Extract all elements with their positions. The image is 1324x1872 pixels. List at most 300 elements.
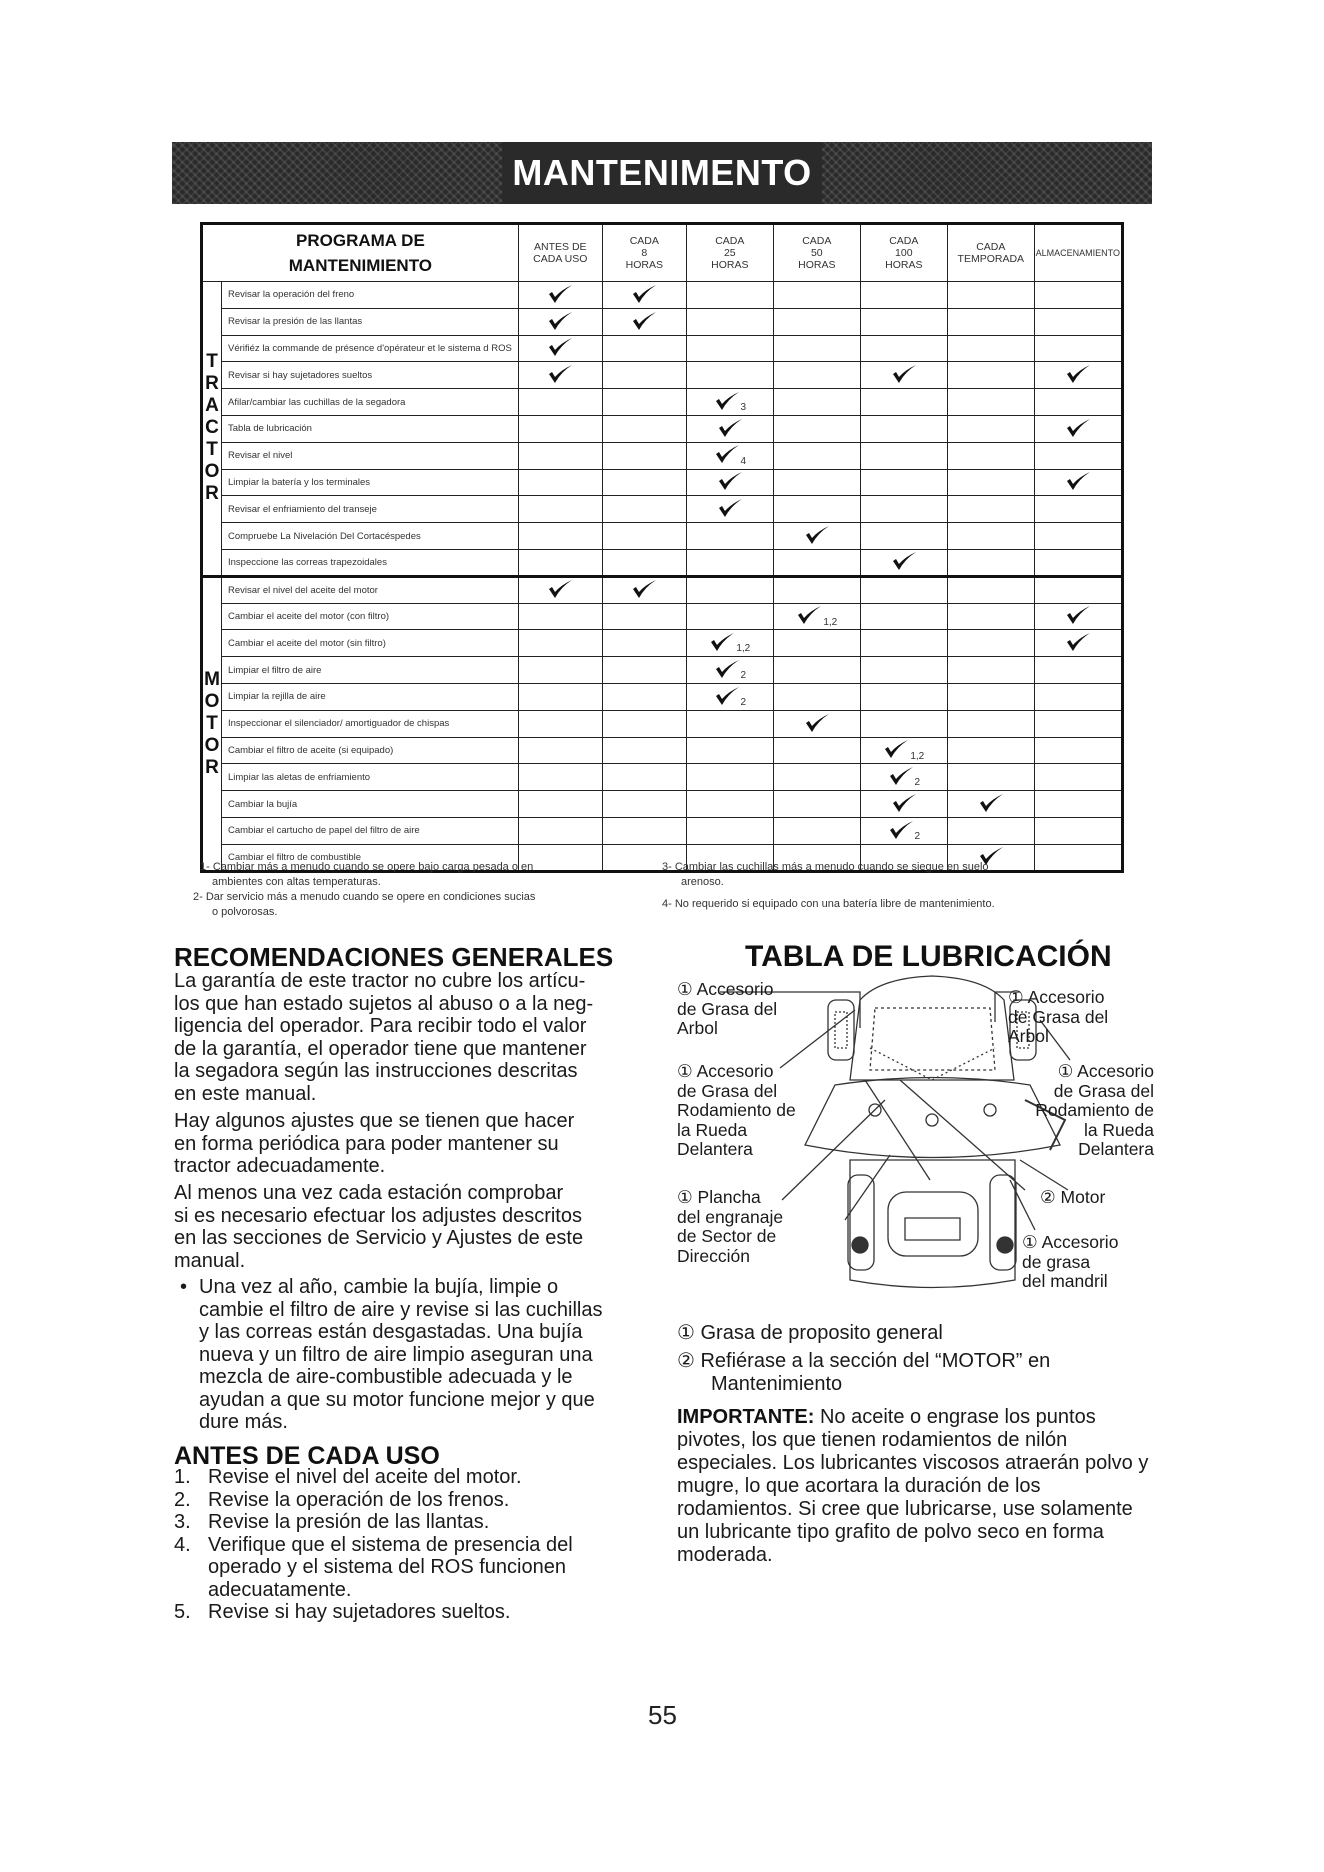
footnote-reference: 4 — [740, 455, 747, 467]
general-paragraph-2: Hay algunos ajustes que se tienen que hacer en forma periódica para poder mantener su tractor adecuadamente. — [174, 1110, 575, 1177]
schedule-cell — [1034, 764, 1122, 791]
rear-right-wheel — [990, 1175, 1016, 1270]
task-label: Revisar el enfriamiento del transeje — [222, 496, 519, 523]
task-label: Afilar/cambiar las cuchillas de la segadora — [222, 389, 519, 416]
column-header: CADA TEMPORADA — [947, 224, 1034, 282]
schedule-cell — [518, 576, 602, 603]
task-label: Cambiar el aceite del motor (sin filtro) — [222, 630, 519, 657]
schedule-cell — [860, 549, 947, 576]
schedule-cell — [1034, 683, 1122, 710]
schedule-cell — [518, 308, 602, 335]
task-label: Cambiar el aceite del motor (con filtro) — [222, 603, 519, 630]
schedule-cell — [773, 657, 860, 684]
check-mark-icon — [804, 713, 830, 735]
schedule-cell — [773, 549, 860, 576]
list-number: 5. — [174, 1601, 191, 1623]
check-mark-icon — [1065, 364, 1091, 386]
schedule-cell — [686, 603, 773, 630]
schedule-row — [202, 603, 1123, 630]
schedule-cell — [773, 362, 860, 389]
schedule-cell — [518, 630, 602, 657]
check-mark-icon — [709, 632, 735, 654]
schedule-cell — [947, 603, 1034, 630]
callout-motor: ② Motor — [1040, 1187, 1106, 1207]
check-mark-icon — [547, 311, 573, 333]
check-mark-icon — [547, 337, 573, 359]
schedule-cell — [947, 282, 1034, 309]
leader-line — [865, 1080, 930, 1180]
schedule-cell — [1034, 308, 1122, 335]
schedule-cell — [686, 630, 773, 657]
rear-left-wheel — [848, 1175, 874, 1270]
schedule-cell — [602, 282, 686, 309]
footnote-reference: 1,2 — [823, 616, 838, 628]
before-use-heading: ANTES DE CADA USO — [174, 1442, 440, 1470]
legend-motor: ② Refiérase a la sección del “MOTOR” en Mantenimiento — [677, 1350, 1051, 1395]
schedule-cell — [1034, 576, 1122, 603]
check-mark-icon — [1065, 605, 1091, 627]
callout-steering: ① Plancha del engranaje de Sector de Dirección — [677, 1187, 784, 1266]
schedule-cell — [773, 791, 860, 818]
schedule-row — [202, 630, 1123, 657]
schedule-cell — [1034, 657, 1122, 684]
task-label: Cambiar el filtro de combustible — [222, 844, 519, 871]
section-label-letter: O — [204, 734, 220, 756]
task-label: Revisar el nivel del aceite del motor — [222, 576, 519, 603]
schedule-cell — [860, 683, 947, 710]
schedule-cell — [518, 657, 602, 684]
schedule-cell — [1034, 389, 1122, 416]
schedule-row — [202, 710, 1123, 737]
section-label-tractor — [202, 282, 222, 577]
schedule-cell — [518, 710, 602, 737]
schedule-cell — [773, 308, 860, 335]
schedule-cell — [518, 362, 602, 389]
check-mark-icon — [891, 793, 917, 815]
schedule-cell — [947, 308, 1034, 335]
list-number: 3. — [174, 1511, 191, 1533]
lubrication-title: TABLA DE LUBRICACIÓN — [745, 940, 1112, 973]
schedule-body — [202, 282, 1123, 872]
deck-spindle — [926, 1114, 938, 1126]
schedule-cell — [947, 415, 1034, 442]
schedule-cell — [518, 817, 602, 844]
hood-line — [870, 1048, 995, 1080]
footnote-2: 2- Dar servicio más a menudo cuando se opere en condiciones sucias o polvorosas. — [193, 891, 536, 918]
schedule-row — [202, 335, 1123, 362]
before-use-item — [174, 1534, 573, 1602]
schedule-cell — [1034, 523, 1122, 550]
schedule-cell — [602, 791, 686, 818]
schedule-cell — [947, 549, 1034, 576]
section-label-letter: R — [205, 483, 219, 505]
footnote-4: 4- No requerido si equipado con una batería libre de mantenimiento. — [662, 898, 995, 910]
important-text: No aceite o engrase los puntos pivotes, los que tienen rodamientos de nilón especiales. Los lubricantes viscosos atraerán polvo y mugre, lo que acortara la duración de los rodamientos. Si cree que lubricarse, use solamente un lubricante tipo grafito de polvo seco en forma moderada. — [677, 1406, 1149, 1566]
schedule-cell — [860, 657, 947, 684]
engine-detail — [905, 1218, 960, 1240]
callout-wheel-left: ① Accesorio de Grasa del Rodamiento de la Rueda Delantera — [677, 1061, 796, 1159]
schedule-cell — [602, 335, 686, 362]
schedule-cell — [1034, 469, 1122, 496]
schedule-cell — [602, 496, 686, 523]
banner-title: MANTENIMENTO — [502, 142, 821, 204]
schedule-cell — [947, 630, 1034, 657]
schedule-row — [202, 549, 1123, 576]
schedule-cell — [602, 764, 686, 791]
check-mark-icon — [1065, 418, 1091, 440]
column-header: CADA 8 HORAS — [602, 224, 686, 282]
before-use-item — [174, 1466, 522, 1489]
schedule-cell — [602, 817, 686, 844]
column-header: ALMACENAMIENTO — [1034, 224, 1122, 282]
schedule-cell — [1034, 335, 1122, 362]
schedule-title-line2: MANTENIMIENTO — [288, 256, 433, 275]
schedule-cell — [602, 683, 686, 710]
bullet-text: Una vez al año, cambie la bujía, limpie o cambie el filtro de aire y revise si las cuchillas y las correas están desgastadas. Una bujía nueva y un filtro de aire limpio aseguran una mezcla de aire-combustible adecuada y le ayudan a que su motor funcione mejor y que dure más. — [199, 1276, 603, 1433]
list-text: Verifique que el sistema de presencia del operado y el sistema del ROS funcionen adecuatamente. — [208, 1533, 573, 1601]
list-text: Revise la presión de las llantas. — [208, 1511, 490, 1533]
check-mark-icon — [547, 364, 573, 386]
schedule-cell — [773, 496, 860, 523]
schedule-cell — [602, 549, 686, 576]
schedule-cell — [686, 817, 773, 844]
check-mark-icon — [547, 579, 573, 601]
before-use-item — [174, 1489, 509, 1512]
schedule-cell — [1034, 362, 1122, 389]
schedule-cell — [947, 710, 1034, 737]
schedule-cell — [686, 335, 773, 362]
schedule-cell — [1034, 549, 1122, 576]
schedule-header-row — [202, 224, 1123, 282]
schedule-row — [202, 657, 1123, 684]
schedule-cell — [860, 791, 947, 818]
check-mark-icon — [796, 605, 822, 627]
schedule-cell — [860, 308, 947, 335]
schedule-cell — [686, 657, 773, 684]
task-label: Revisar el nivel — [222, 442, 519, 469]
callout-wheel-right: ① Accesorio de Grasa del Rodamiento de la Rueda Delantera — [1035, 1061, 1154, 1159]
schedule-cell — [602, 415, 686, 442]
footnote-reference: 1,2 — [736, 643, 751, 655]
schedule-cell — [518, 335, 602, 362]
schedule-cell — [602, 657, 686, 684]
check-mark-icon — [1065, 632, 1091, 654]
schedule-cell — [686, 576, 773, 603]
schedule-cell — [686, 308, 773, 335]
schedule-cell — [602, 630, 686, 657]
important-note — [677, 1406, 1157, 1567]
important-label: IMPORTANTE: — [677, 1406, 815, 1428]
schedule-cell — [947, 791, 1034, 818]
section-label-letter: C — [205, 417, 219, 439]
task-label: Inspeccionar el silenciador/ amortiguador de chispas — [222, 710, 519, 737]
schedule-cell — [773, 683, 860, 710]
check-mark-icon — [714, 444, 740, 466]
schedule-cell — [518, 415, 602, 442]
schedule-cell — [518, 603, 602, 630]
check-mark-icon — [891, 551, 917, 573]
task-label: Compruebe La Nivelación Del Cortacéspedes — [222, 523, 519, 550]
footnote-reference: 1,2 — [910, 750, 925, 762]
schedule-cell — [860, 389, 947, 416]
schedule-cell — [773, 603, 860, 630]
schedule-cell — [947, 657, 1034, 684]
list-text: Revise el nivel del aceite del motor. — [208, 1466, 522, 1488]
check-mark-icon — [631, 284, 657, 306]
task-label: Limpiar el filtro de aire — [222, 657, 519, 684]
schedule-cell — [686, 496, 773, 523]
list-number: 4. — [174, 1533, 191, 1556]
callout-arbol-right: ① Accesorio de Grasa del Arbol — [1008, 987, 1109, 1046]
schedule-cell — [860, 362, 947, 389]
tractor-hood — [850, 976, 1014, 1080]
schedule-cell — [686, 549, 773, 576]
task-label: Vérifiéz la commande de présence d'opérateur et le sistema d ROS — [222, 335, 519, 362]
list-text: Revise si hay sujetadores sueltos. — [208, 1601, 511, 1623]
list-text: Revise la operación de los frenos. — [208, 1488, 510, 1511]
footnote-3: 3- Cambiar las cuchillas más a menudo cuando se siegue en suelo arenoso. — [662, 861, 989, 888]
schedule-cell — [860, 282, 947, 309]
check-mark-icon — [978, 793, 1004, 815]
leader-line — [780, 1010, 855, 1068]
leader-line — [845, 1155, 890, 1220]
schedule-cell — [1034, 817, 1122, 844]
schedule-cell — [686, 737, 773, 764]
maintenance-schedule-table — [200, 222, 1124, 873]
schedule-cell — [1034, 630, 1122, 657]
schedule-cell — [602, 576, 686, 603]
schedule-row — [202, 282, 1123, 309]
general-heading: RECOMENDACIONES GENERALES — [174, 942, 614, 972]
schedule-cell — [860, 710, 947, 737]
schedule-cell — [686, 791, 773, 818]
deck-spindle — [984, 1104, 996, 1116]
schedule-cell — [602, 442, 686, 469]
schedule-cell — [602, 603, 686, 630]
check-mark-icon — [714, 391, 740, 413]
schedule-cell — [773, 523, 860, 550]
schedule-cell — [860, 469, 947, 496]
schedule-row — [202, 764, 1123, 791]
column-header: CADA 50 HORAS — [773, 224, 860, 282]
schedule-cell — [1034, 496, 1122, 523]
schedule-cell — [1034, 282, 1122, 309]
section-label-letter: M — [204, 668, 220, 690]
schedule-cell — [773, 335, 860, 362]
schedule-row — [202, 791, 1123, 818]
footnote-reference: 2 — [740, 670, 747, 682]
schedule-cell — [518, 442, 602, 469]
general-paragraph-3: Al menos una vez cada estación comprobar si es necesario efectuar los adjustes descritos en las secciones de Servicio y Ajustes de este manual. — [174, 1182, 584, 1272]
schedule-cell — [860, 817, 947, 844]
before-use-item — [174, 1511, 489, 1534]
schedule-cell — [860, 415, 947, 442]
task-label: Limpiar la rejilla de aire — [222, 683, 519, 710]
check-mark-icon — [891, 364, 917, 386]
task-label: Cambiar el filtro de aceite (si equipado) — [222, 737, 519, 764]
section-label-letter: T — [206, 351, 218, 373]
schedule-cell — [518, 764, 602, 791]
schedule-cell — [518, 791, 602, 818]
schedule-cell — [518, 469, 602, 496]
schedule-cell — [1034, 737, 1122, 764]
footnote-reference: 2 — [740, 697, 747, 709]
section-label-letter: T — [206, 712, 218, 734]
schedule-title-line1: PROGRAMA DE — [296, 231, 425, 250]
schedule-cell — [947, 576, 1034, 603]
schedule-cell — [773, 764, 860, 791]
general-paragraph-1: La garantía de este tractor no cubre los artícu- los que han estado sujetos al abuso o a la neg- ligencia del operador. Para recibir todo el valor de la garantía, el operador tiene que mantener la segadora según las instrucciones descritas en este manual. — [174, 970, 594, 1105]
schedule-cell — [602, 308, 686, 335]
schedule-row — [202, 523, 1123, 550]
schedule-cell — [602, 523, 686, 550]
check-mark-icon — [883, 739, 909, 761]
schedule-cell — [686, 764, 773, 791]
section-label-letter: A — [205, 395, 219, 417]
hood-grille — [870, 1008, 995, 1070]
front-left-wheel — [828, 1000, 854, 1060]
schedule-cell — [602, 362, 686, 389]
task-label: Cambiar el cartucho de papel del filtro de aire — [222, 817, 519, 844]
footnote-reference: 2 — [914, 831, 921, 843]
schedule-row — [202, 362, 1123, 389]
schedule-cell — [773, 442, 860, 469]
schedule-cell — [518, 549, 602, 576]
engine-block — [888, 1192, 978, 1256]
schedule-cell — [947, 737, 1034, 764]
check-mark-icon — [714, 686, 740, 708]
schedule-cell — [773, 576, 860, 603]
list-number: 1. — [174, 1466, 191, 1488]
schedule-cell — [773, 389, 860, 416]
schedule-cell — [602, 469, 686, 496]
schedule-row — [202, 469, 1123, 496]
schedule-cell — [518, 282, 602, 309]
schedule-cell — [1034, 415, 1122, 442]
schedule-cell — [518, 389, 602, 416]
grease-point — [852, 1237, 868, 1253]
schedule-title — [202, 224, 519, 282]
schedule-cell — [686, 683, 773, 710]
schedule-cell — [947, 469, 1034, 496]
schedule-row — [202, 737, 1123, 764]
schedule-cell — [773, 817, 860, 844]
schedule-cell — [860, 442, 947, 469]
schedule-cell — [518, 523, 602, 550]
schedule-cell — [686, 710, 773, 737]
schedule-row — [202, 442, 1123, 469]
column-header: ANTES DE CADA USO — [518, 224, 602, 282]
schedule-cell — [518, 683, 602, 710]
section-label-letter: R — [205, 373, 219, 395]
column-header: CADA 25 HORAS — [686, 224, 773, 282]
legend-grease: ① Grasa de proposito general — [677, 1322, 943, 1344]
page-number: 55 — [648, 1700, 677, 1730]
schedule-cell — [947, 442, 1034, 469]
schedule-cell — [860, 764, 947, 791]
schedule-cell — [947, 523, 1034, 550]
schedule-cell — [773, 710, 860, 737]
list-number: 2. — [174, 1488, 191, 1511]
task-label: Revisar si hay sujetadores sueltos — [222, 362, 519, 389]
check-mark-icon — [717, 498, 743, 520]
schedule-cell — [1034, 442, 1122, 469]
schedule-cell — [686, 442, 773, 469]
schedule-cell — [773, 282, 860, 309]
schedule-cell — [602, 737, 686, 764]
check-mark-icon — [547, 284, 573, 306]
check-mark-icon — [631, 579, 657, 601]
task-label: Inspeccione las correas trapezoidales — [222, 549, 519, 576]
section-label-letter: T — [206, 439, 218, 461]
schedule-cell — [860, 496, 947, 523]
schedule-cell — [860, 523, 947, 550]
grease-point — [997, 1237, 1013, 1253]
schedule-cell — [860, 630, 947, 657]
callout-mandril: ① Accesorio de grasa del mandril — [1022, 1232, 1119, 1291]
schedule-row — [202, 496, 1123, 523]
schedule-cell — [1034, 791, 1122, 818]
schedule-cell — [686, 523, 773, 550]
task-label: Revisar la presión de las llantas — [222, 308, 519, 335]
task-label: Limpiar las aletas de enfriamiento — [222, 764, 519, 791]
schedule-cell — [1034, 844, 1122, 871]
section-label-letter: O — [204, 461, 220, 483]
check-mark-icon — [1065, 471, 1091, 493]
task-label: Revisar la operación del freno — [222, 282, 519, 309]
footnote-reference: 3 — [740, 402, 747, 414]
schedule-cell — [686, 415, 773, 442]
check-mark-icon — [714, 659, 740, 681]
schedule-row — [202, 683, 1123, 710]
before-use-item — [174, 1601, 510, 1624]
task-label: Cambiar la bujía — [222, 791, 519, 818]
schedule-cell — [947, 683, 1034, 710]
check-mark-icon — [717, 471, 743, 493]
schedule-cell — [686, 282, 773, 309]
maintenance-bullet — [180, 1276, 603, 1434]
schedule-row — [202, 389, 1123, 416]
schedule-cell — [947, 335, 1034, 362]
schedule-cell — [602, 389, 686, 416]
leader-line — [1020, 1160, 1068, 1190]
column-header: CADA 100 HORAS — [860, 224, 947, 282]
schedule-cell — [860, 603, 947, 630]
schedule-cell — [1034, 603, 1122, 630]
schedule-cell — [686, 469, 773, 496]
schedule-cell — [860, 576, 947, 603]
schedule-cell — [686, 389, 773, 416]
check-mark-icon — [717, 418, 743, 440]
schedule-row — [202, 576, 1123, 603]
schedule-cell — [773, 469, 860, 496]
check-mark-icon — [888, 820, 914, 842]
schedule-cell — [518, 496, 602, 523]
schedule-row — [202, 415, 1123, 442]
schedule-cell — [773, 630, 860, 657]
schedule-cell — [860, 737, 947, 764]
schedule-cell — [686, 362, 773, 389]
task-label: Limpiar la batería y los terminales — [222, 469, 519, 496]
section-banner — [172, 142, 1152, 204]
callout-arbol-left: ① Accesorio de Grasa del Arbol — [677, 979, 778, 1038]
schedule-cell — [947, 496, 1034, 523]
section-label-motor — [202, 576, 222, 871]
schedule-cell — [1034, 710, 1122, 737]
schedule-cell — [602, 710, 686, 737]
section-label-letter: R — [205, 756, 219, 778]
schedule-cell — [860, 335, 947, 362]
